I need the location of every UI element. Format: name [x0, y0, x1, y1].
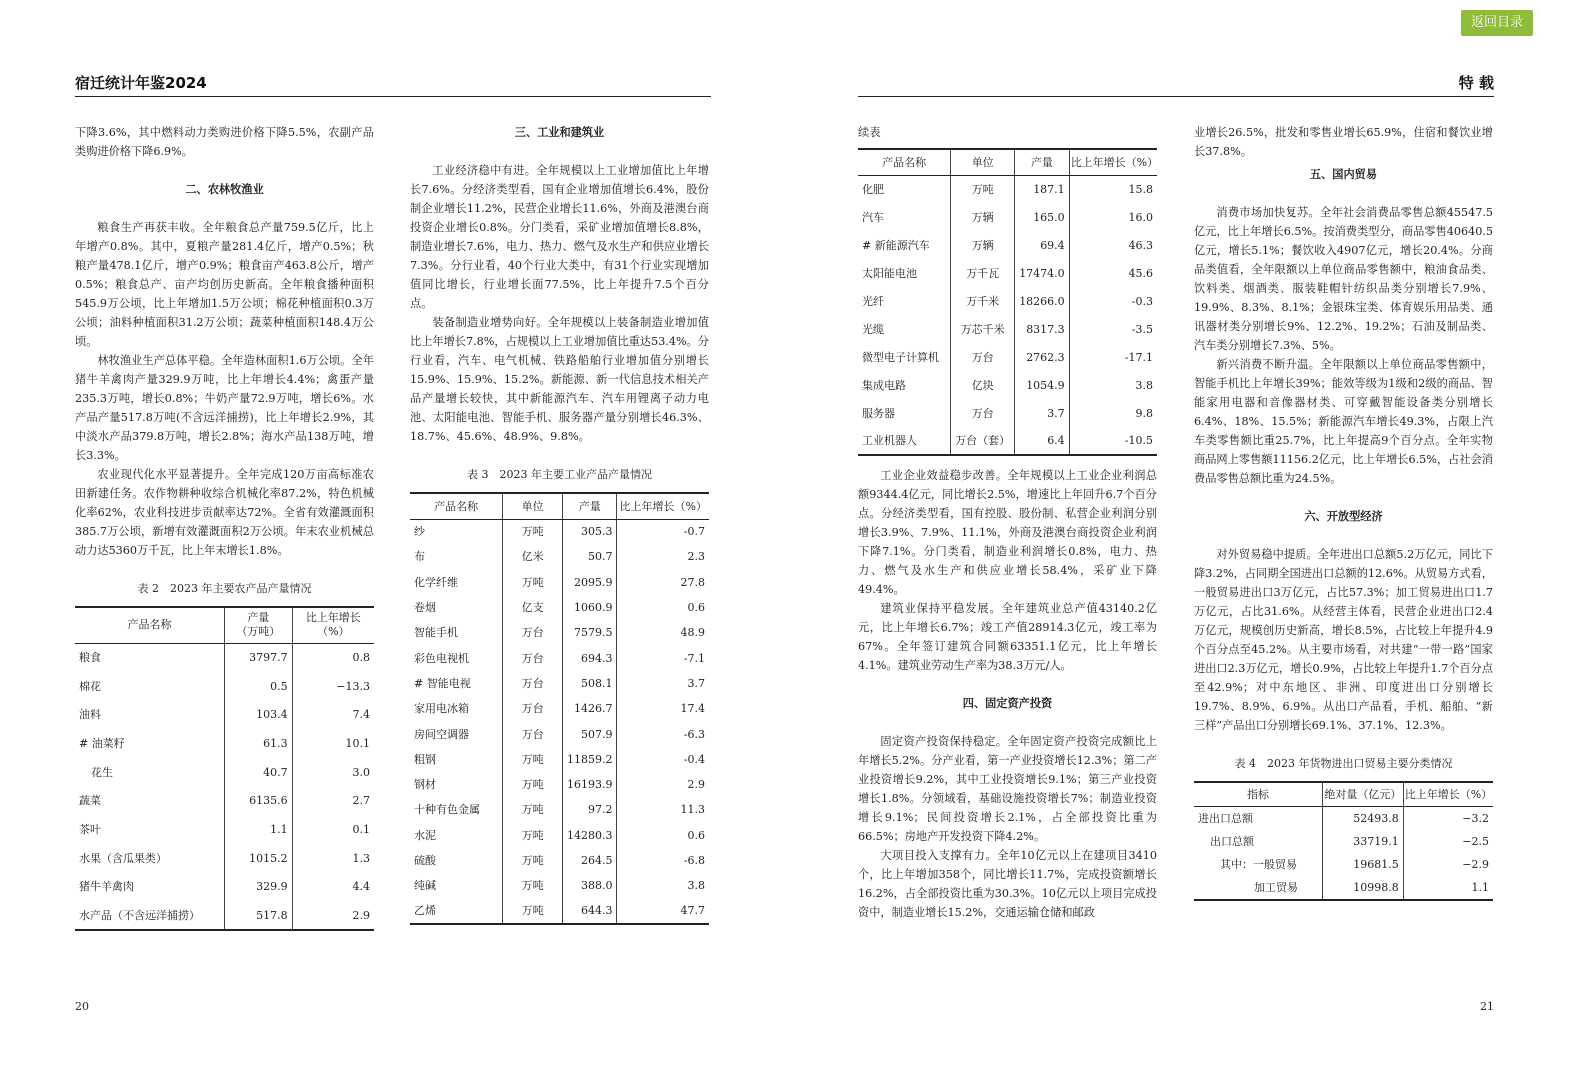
table-cell: 油料: [75, 700, 225, 729]
column-2: [410, 123, 709, 925]
table-cell: 水果（含瓜果类）: [75, 844, 225, 873]
table-row: [410, 721, 709, 746]
paragraph: 工业经济稳中有进。全年规模以上工业增加值比上年增长7.6%。分经济类型看，国有企业增加值增长6.4%，股份制企业增长11.2%，民营企业增长11.6%，外商及港澳台商投资企业增长0.8%。分门类看，采矿业增加值增长8.8%，制造业增长7.6%，电力、热力、燃气及水生产和供应业增长7.3%。分行业看，40个行业大类中，有31个行业实现增加值同比增长，行业增长面77.5%，比上年提升7.5个百分点。: [410, 164, 709, 310]
paragraph: 对外贸易稳中提质。全年进出口总额5.2万亿元，同比下降3.2%，占同期全国进出口总额的12.6%。从贸易方式看，一般贸易进出口3万亿元，占比57.3%；加工贸易进出口1.7万亿元，占比31.6%。从经营主体看，民营企业进出口2.4万亿元，规模创历史新高，增长8.5%，占比较上年提升4.9个百分点至45.2%。从主要市场看，对共建“一带一路”国家进出口2.3万亿元，增长0.9%，占比较上年提升1.7个百分点至42.9%；对中东地区、非洲、印度进出口分别增长19.7%、8.9%、6.9%。从出口产品看，手机、船舶、“新三样”产品出口分别增长69.1%、37.1%、12.3%。: [1194, 548, 1493, 732]
col-header: 产量: [1015, 149, 1070, 175]
table-cell: 粮食: [75, 643, 225, 672]
table-row: [410, 797, 709, 822]
table-cell: 3.0: [352, 765, 370, 779]
table-cell: −13.3: [336, 679, 370, 693]
paragraph: 工业企业效益稳步改善。全年规模以上工业企业利润总额9344.4亿元，同比增长2.5%，增速比上年回升6.7个百分点。分经济类型看，国有控股、股份制、私营企业利润分别增长3.9%、7.9%、11.1%，外商及港澳台商投资企业利润下降7.1%。分门类看，制造业利润增长0.8%，电力、热力、燃气及水生产和供应业增长58.4%，采矿业下降49.4%。: [858, 469, 1157, 596]
table-cell: 万台: [951, 343, 1015, 371]
table-cell: 家用电冰箱: [410, 696, 503, 721]
table-cell: 0.5: [225, 672, 293, 701]
table-cell: 1.3: [352, 851, 370, 865]
header-rule-right: [858, 96, 1494, 97]
table-row: [1194, 806, 1493, 830]
table-cell: 10998.8: [1323, 877, 1404, 901]
table-cell: 6135.6: [225, 786, 293, 815]
table-cell: 507.9: [562, 721, 617, 746]
table-cell: 乙烯: [410, 898, 503, 923]
table-cell: 万台: [503, 671, 563, 696]
table-cell: 房间空调器: [410, 721, 503, 746]
table-caption: 表 2 2023 年主要农产品产量情况: [137, 582, 312, 595]
col-header: 产量: [562, 493, 617, 519]
table-cell: 万辆: [951, 203, 1015, 231]
table-cell: 万芯千米: [951, 315, 1015, 343]
col-header: 比上年增长（%）: [1403, 782, 1493, 806]
table-cell: 14280.3: [562, 823, 617, 848]
table-row: [410, 696, 709, 721]
table-row: [410, 620, 709, 645]
table-cell: 15.8: [1128, 182, 1153, 196]
table-cell: -0.7: [683, 525, 705, 539]
col-header: 指标: [1194, 782, 1323, 806]
table-cell: 46.3: [1128, 238, 1153, 252]
section-heading: 五、国内贸易: [1309, 168, 1378, 181]
column-3: [858, 123, 1157, 922]
table-cell: 猪牛羊禽肉: [75, 873, 225, 902]
table-row: [858, 343, 1157, 371]
table-cell: 万吨: [503, 848, 563, 873]
page-number-left: 20: [75, 1000, 89, 1013]
table-cell: 165.0: [1015, 203, 1070, 231]
table-cell: 0.6: [687, 828, 705, 842]
table-cell: 1.1: [225, 815, 293, 844]
table-row: [410, 595, 709, 620]
table-caption: 表 3 2023 年主要工业产品产量情况: [467, 468, 652, 481]
table-row: [410, 898, 709, 923]
table-cell: -7.1: [683, 651, 705, 665]
table-cell: 万台: [503, 645, 563, 670]
table-cell: 亿米: [503, 544, 563, 569]
table-cell: 40.7: [225, 758, 293, 787]
table-row: [410, 645, 709, 670]
table-cell: 7579.5: [562, 620, 617, 645]
page-number-right: 21: [1480, 1000, 1494, 1013]
table-cell: 加工贸易: [1194, 877, 1323, 901]
table-cell: 388.0: [562, 873, 617, 898]
table-cell: 3.8: [1135, 378, 1153, 392]
paragraph: 新兴消费不断升温。全年限额以上单位商品零售额中，智能手机比上年增长39%；能效等级为1级和2级的商品、智能家用电器和音像器材类、可穿戴智能设备类分别增长6.4%、18%、15.5%；新能源汽车增长49.3%，占限上汽车类零售额比重25.7%，比上年提高9个百分点。全年实物商品网上零售额11156.2亿元，比上年增长6.5%，占社会消费品零售总额比重为24.5%。: [1194, 358, 1493, 485]
industrial-products-table-continued: [858, 148, 1157, 456]
table-cell: 9.8: [1135, 406, 1153, 420]
table-cell: 48.9: [680, 626, 705, 640]
table-row: [410, 772, 709, 797]
table-cell: 万吨: [503, 873, 563, 898]
table-cell: 其中：一般贸易: [1194, 853, 1323, 877]
table-row: [858, 259, 1157, 287]
col-header: 单位: [503, 493, 563, 519]
table-cell: 1.1: [1403, 877, 1493, 901]
table-cell: 2.9: [292, 901, 374, 930]
table-row: [75, 700, 374, 729]
agri-products-table: [75, 606, 374, 931]
table-cell: 644.3: [562, 898, 617, 923]
table-row: [410, 519, 709, 544]
table-row: [858, 175, 1157, 203]
table-cell: 纯碱: [410, 873, 503, 898]
table-row: [75, 873, 374, 902]
paragraph: 下降3.6%，其中燃料动力类购进价格下降5.5%，农副产品类购进价格下降6.9%。: [75, 126, 374, 158]
table-cell: 水泥: [410, 823, 503, 848]
table-cell: 万吨: [503, 898, 563, 923]
table-cell: 2.7: [352, 794, 370, 808]
table-cell: 进出口总额: [1194, 806, 1323, 830]
table-cell: −2.5: [1462, 834, 1489, 848]
table-cell: 万台: [503, 721, 563, 746]
table-cell: # 智能电视: [410, 671, 503, 696]
table-cell: -0.3: [1131, 294, 1153, 308]
table-cell: 16193.9: [562, 772, 617, 797]
column-1: [75, 123, 374, 931]
table-cell: 万台（套）: [951, 427, 1015, 455]
table-row: [75, 901, 374, 930]
table-cell: 亿支: [503, 595, 563, 620]
table-row: [410, 671, 709, 696]
table-cell: 0.6: [687, 601, 705, 615]
table-cell: 出口总额: [1194, 830, 1323, 854]
table-cell: 17474.0: [1015, 259, 1070, 287]
table-cell: −2.9: [1462, 858, 1489, 872]
table-cell: 19681.5: [1323, 853, 1404, 877]
table-cell: 16.0: [1128, 210, 1153, 224]
table-cell: 1060.9: [562, 595, 617, 620]
section-heading: 二、农林牧渔业: [185, 183, 264, 196]
table-cell: 2.3: [687, 550, 705, 564]
table-row: [1194, 853, 1493, 877]
table-cell: 光缆: [858, 315, 951, 343]
table-cell: 化肥: [858, 175, 951, 203]
table-cell: 6.4: [1015, 427, 1070, 455]
section-heading: 六、开放型经济: [1304, 510, 1383, 523]
col-header: 产量 （万吨）: [225, 607, 293, 643]
table-cell: 彩色电视机: [410, 645, 503, 670]
table-cell: 万台: [503, 620, 563, 645]
paragraph: 农业现代化水平显著提升。全年完成120万亩高标准农田新建任务。农作物耕种收综合机械化率87.2%，特色机械化率62%，农业科技进步贡献率达72%。全省有效灌溉面积385.7万公顷，新增有效灌溉面积2万公顷。年末农业机械总动力达5360万千瓦，比上年末增长1.8%。: [75, 468, 374, 557]
table-row: [858, 231, 1157, 259]
table-cell: 汽车: [858, 203, 951, 231]
table-cell: 97.2: [562, 797, 617, 822]
section-heading: 四、固定资产投资: [962, 697, 1053, 710]
continued-label: 续表: [858, 126, 881, 139]
table-cell: 万吨: [503, 519, 563, 544]
table-cell: 万台: [951, 399, 1015, 427]
table-cell: 3.7: [1015, 399, 1070, 427]
table-cell: 103.4: [225, 700, 293, 729]
table-row: [1194, 830, 1493, 854]
table-cell: -0.4: [683, 752, 705, 766]
table-cell: 3.8: [687, 879, 705, 893]
paragraph: 固定资产投资保持稳定。全年固定资产投资完成额比上年增长5.2%。分产业看，第一产业投资增长12.3%；第二产业投资增长9.2%，其中工业投资增长9.1%；第三产业投资增长1.8%。分领域看，基础设施投资增长7%；制造业投资增长9.1%；民间投资增长2.1%，占全部投资比重为66.5%；房地产开发投资下降4.2%。: [858, 735, 1157, 843]
paragraph: 林牧渔业生产总体平稳。全年造林面积1.6万公顷。全年猪牛羊禽肉产量329.9万吨，比上年增长4.4%；禽蛋产量235.3万吨，增长0.8%；牛奶产量72.9万吨，增长6%。水产品产量517.8万吨(不含远洋捕捞)，比上年增长2.9%，其中淡水产品379.8万吨，增长2.8%；海水产品138万吨，增长3.3%。: [75, 354, 374, 462]
table-cell: 4.4: [352, 880, 370, 894]
table-cell: 1015.2: [225, 844, 293, 873]
table-cell: 万吨: [951, 175, 1015, 203]
book-title: 宿迁统计年鉴2024: [75, 74, 207, 92]
table-row: [1194, 877, 1493, 901]
table-cell: −3.2: [1462, 811, 1489, 825]
table-cell: 305.3: [562, 519, 617, 544]
table-cell: 硫酸: [410, 848, 503, 873]
table-cell: 0.1: [352, 822, 370, 836]
table-row: [858, 427, 1157, 455]
table-cell: 33719.1: [1323, 830, 1404, 854]
table-cell: 10.1: [345, 736, 370, 750]
table-cell: 69.4: [1015, 231, 1070, 259]
table-cell: 1426.7: [562, 696, 617, 721]
table-cell: 茶叶: [75, 815, 225, 844]
table-cell: 卷烟: [410, 595, 503, 620]
table-row: [410, 848, 709, 873]
table-cell: -6.3: [683, 727, 705, 741]
table-row: [410, 873, 709, 898]
table-cell: 蔬菜: [75, 786, 225, 815]
table-cell: 27.8: [680, 575, 705, 589]
table-row: [75, 672, 374, 701]
table-cell: 50.7: [562, 544, 617, 569]
table-cell: 智能手机: [410, 620, 503, 645]
col-header: 产品名称: [75, 607, 225, 643]
table-cell: 万辆: [951, 231, 1015, 259]
table-cell: 纱: [410, 519, 503, 544]
table-cell: 水产品（不含远洋捕捞）: [75, 901, 225, 930]
paragraph: 建筑业保持平稳发展。全年建筑业总产值43140.2亿元，比上年增长6.7%；竣工产值28914.3亿元，竣工率为67%。全年签订建筑合同额63351.1亿元，比上年增长4.1%。建筑业劳动生产率为38.3万元/人。: [858, 602, 1157, 672]
table-cell: 棉花: [75, 672, 225, 701]
section-heading: 三、工业和建筑业: [514, 126, 605, 139]
table-cell: -10.5: [1069, 427, 1157, 455]
col-header: 比上年增长 （%）: [292, 607, 374, 643]
table-cell: # 新能源汽车: [858, 231, 951, 259]
table-cell: 微型电子计算机: [858, 343, 951, 371]
paragraph: 大项目投入支撑有力。全年10亿元以上在建项目3410个，比上年增加358个，同比增长11.7%，完成投资额增长16.2%，占全部投资比重为30.3%。10亿元以上项目完成投资中，制造业增长15.2%，交通运输仓储和邮政: [858, 849, 1157, 919]
table-cell: 亿块: [951, 371, 1015, 399]
back-to-contents-button[interactable]: 返回目录: [1461, 10, 1533, 36]
table-cell: 508.1: [562, 671, 617, 696]
table-row: [75, 844, 374, 873]
table-row: [858, 371, 1157, 399]
table-cell: 11859.2: [562, 747, 617, 772]
table-cell: 万吨: [503, 747, 563, 772]
table-row: [410, 544, 709, 569]
table-row: [858, 315, 1157, 343]
col-header: 绝对量（亿元）: [1323, 782, 1404, 806]
table-cell: 化学纤维: [410, 570, 503, 595]
table-row: [410, 823, 709, 848]
industrial-products-table: [410, 492, 709, 925]
table-cell: 18266.0: [1015, 287, 1070, 315]
table-cell: 329.9: [225, 873, 293, 902]
table-cell: 694.3: [562, 645, 617, 670]
table-cell: 太阳能电池: [858, 259, 951, 287]
table-row: [858, 203, 1157, 231]
table-cell: 3797.7: [225, 643, 293, 672]
col-header: 产品名称: [858, 149, 951, 175]
trade-table: [1194, 781, 1493, 901]
paragraph: 粮食生产再获丰收。全年粮食总产量759.5亿斤，比上年增产0.8%。其中，夏粮产量281.4亿斤，增产0.5%；秋粮产量478.1亿斤，增产0.9%；粮食亩产463.8公斤，增产0.5%；粮食总产、亩产均创历史新高。全年粮食播种面积545.9万公顷，比上年增加1.5万公顷；棉花种植面积0.3万公顷；油料种植面积31.2万公顷；蔬菜种植面积148.4万公顷。: [75, 221, 374, 348]
table-cell: 十种有色金属: [410, 797, 503, 822]
table-row: [858, 287, 1157, 315]
table-cell: 万吨: [503, 772, 563, 797]
section-title: 特 载: [1458, 74, 1494, 92]
table-cell: 布: [410, 544, 503, 569]
table-row: [75, 786, 374, 815]
table-cell: 45.6: [1128, 266, 1153, 280]
table-row: [410, 570, 709, 595]
col-header: 比上年增长（%）: [617, 493, 709, 519]
table-cell: 万吨: [503, 570, 563, 595]
table-cell: -6.8: [683, 854, 705, 867]
table-cell: 光纤: [858, 287, 951, 315]
table-row: [75, 815, 374, 844]
table-cell: 万吨: [503, 797, 563, 822]
table-cell: 粗钢: [410, 747, 503, 772]
column-4: [1194, 123, 1493, 901]
table-row: [75, 643, 374, 672]
col-header: 产品名称: [410, 493, 503, 519]
col-header: 单位: [951, 149, 1015, 175]
paragraph: 业增长26.5%，批发和零售业增长65.9%，住宿和餐饮业增长37.8%。: [1194, 126, 1493, 158]
table-cell: 264.5: [562, 848, 617, 873]
table-cell: -17.1: [1124, 350, 1153, 364]
table-cell: 17.4: [680, 702, 705, 716]
table-cell: 工业机器人: [858, 427, 951, 455]
table-cell: 万千米: [951, 287, 1015, 315]
table-cell: 服务器: [858, 399, 951, 427]
table-cell: 8317.3: [1015, 315, 1070, 343]
table-cell: 47.7: [617, 898, 709, 923]
table-cell: 7.4: [352, 708, 370, 722]
table-cell: 2.9: [687, 778, 705, 792]
table-row: [75, 758, 374, 787]
table-cell: 钢材: [410, 772, 503, 797]
table-caption: 表 4 2023 年货物进出口贸易主要分类情况: [1234, 757, 1453, 770]
table-cell: -3.5: [1131, 322, 1153, 336]
table-cell: 集成电路: [858, 371, 951, 399]
table-cell: 61.3: [225, 729, 293, 758]
table-cell: 2095.9: [562, 570, 617, 595]
table-row: [858, 399, 1157, 427]
table-cell: 517.8: [225, 901, 293, 930]
table-cell: 187.1: [1015, 175, 1070, 203]
table-cell: 1054.9: [1015, 371, 1070, 399]
paragraph: 消费市场加快复苏。全年社会消费品零售总额45547.5亿元，比上年增长6.5%。按消费类型分，商品零售40640.5亿元，增长5.1%；餐饮收入4907亿元，增长20.4%。分商品类值看，全年限额以上单位商品零售额中，粮油食品类、饮料类、烟酒类、服装鞋帽针纺织品类分别增长7.9%、19.9%、8.3%、8.1%；金银珠宝类、体育娱乐用品类、通讯器材类分别增长9%、12.2%、19.2%；石油及制品类、汽车类分别增长7.3%、5%。: [1194, 206, 1493, 352]
table-cell: 52493.8: [1323, 806, 1404, 830]
table-row: [410, 747, 709, 772]
table-cell: 万吨: [503, 823, 563, 848]
paragraph: 装备制造业增势向好。全年规模以上装备制造业增加值比上年增长7.8%，占规模以上工业增加值比重达53.4%。分行业看，汽车、电气机械、铁路船舶行业增加值分别增长15.9%、15.9%、15.2%。新能源、新一代信息技术相关产品产量增长较快，其中新能源汽车、汽车用锂离子动力电池、太阳能电池、智能手机、服务器产量分别增长46.3%、18.7%、45.6%、48.9%、9.8%。: [410, 316, 709, 443]
table-cell: # 油菜籽: [75, 729, 225, 758]
table-cell: 万千瓦: [951, 259, 1015, 287]
col-header: 比上年增长（%）: [1069, 149, 1157, 175]
table-cell: 花生: [75, 758, 225, 787]
table-cell: 11.3: [680, 803, 705, 817]
table-cell: 0.8: [352, 651, 370, 665]
header-rule-left: [75, 96, 711, 97]
table-row: [75, 729, 374, 758]
table-cell: 万台: [503, 696, 563, 721]
table-cell: 3.7: [687, 676, 705, 690]
table-cell: 2762.3: [1015, 343, 1070, 371]
